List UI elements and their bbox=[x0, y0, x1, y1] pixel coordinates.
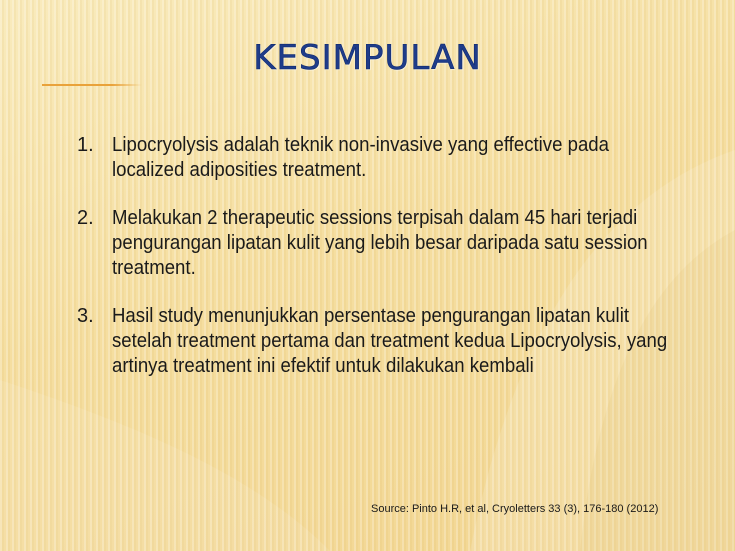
conclusion-list bbox=[70, 133, 710, 402]
list-item-number: 1. bbox=[77, 134, 94, 156]
list-item bbox=[70, 206, 710, 281]
list-item-text: Hasil study menunjukkan persentase pengurangan lipatan kulit setelah treatment pertama dan treatment kedua Lipocryolysis, yang artinya treatment ini efektif untuk dilakukan kembali bbox=[112, 305, 668, 377]
slide-title: KESIMPULAN bbox=[253, 38, 482, 78]
list-item-number: 2. bbox=[77, 207, 94, 229]
list-item bbox=[70, 133, 710, 183]
title-accent-rule bbox=[42, 84, 142, 86]
list-item-number: 3. bbox=[77, 305, 94, 327]
source-citation: Source: Pinto H.R, et al, Cryoletters 33 (3), 176-180 (2012) bbox=[371, 503, 659, 515]
list-item bbox=[70, 304, 710, 379]
list-item-text: Lipocryolysis adalah teknik non-invasive yang effective pada localized adiposities treatment. bbox=[112, 134, 609, 181]
list-item-text: Melakukan 2 therapeutic sessions terpisah dalam 45 hari terjadi pengurangan lipatan kulit yang lebih besar daripada satu session treatment. bbox=[112, 207, 648, 279]
